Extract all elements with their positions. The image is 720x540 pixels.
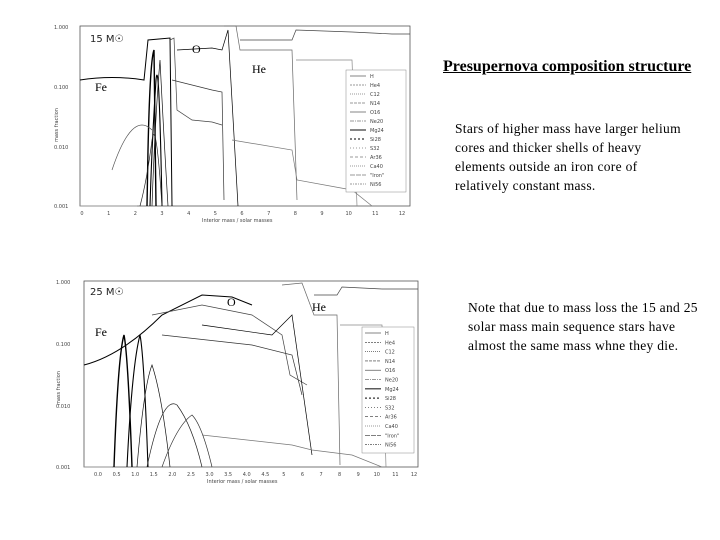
ytick-label: 0.100 <box>56 342 71 348</box>
curve-h <box>240 30 410 40</box>
legend-entry: S32 <box>370 146 380 152</box>
xtick-label: 5 <box>282 472 286 478</box>
xtick-label: 11 <box>372 211 379 217</box>
xtick-label: 7 <box>319 472 323 478</box>
legend-entry: Ne20 <box>370 119 384 125</box>
plot-25-ylabel: mass fraction <box>56 371 62 405</box>
plot-25-label-o: O <box>227 295 236 309</box>
xtick-label: 12 <box>398 211 406 217</box>
plot-15-svg <box>52 20 417 230</box>
paragraph-mass-loss: Note that due to mass loss the 15 and 25 solar mass main sequence stars have almost the same mass whne they die. <box>468 300 698 353</box>
curve-ar <box>147 404 202 467</box>
xtick-label: 6 <box>240 211 244 217</box>
plot-15-xlabel: Interior mass / solar masses <box>202 218 273 224</box>
ytick-label: 0.001 <box>54 204 69 210</box>
xtick-label: 3 <box>160 211 164 217</box>
curve-ca <box>112 125 152 170</box>
curve-ca <box>162 415 212 467</box>
legend-entry: Si28 <box>370 137 381 143</box>
legend-entry: N14 <box>385 358 396 365</box>
plot-15-ylabel: mass fraction <box>54 108 60 142</box>
xtick-label: 9 <box>356 472 360 478</box>
xtick-label: 10 <box>345 211 352 217</box>
xtick-label: 2.5 <box>186 472 195 478</box>
curve-o <box>80 38 172 206</box>
curve-fe <box>114 335 132 467</box>
plot-15-star-label: 15 M☉ <box>90 34 124 45</box>
xtick-label: 7 <box>267 211 271 217</box>
plot-15-label-he: He <box>252 62 266 76</box>
legend-entry: He4 <box>370 83 381 89</box>
composition-plot-25 <box>52 275 422 490</box>
ytick-label: 0.001 <box>56 465 71 471</box>
legend-entry: N14 <box>370 101 381 107</box>
legend-entry: C12 <box>385 349 395 356</box>
xtick-label: 5 <box>213 211 217 217</box>
legend-entry: S32 <box>385 405 395 412</box>
xtick-label: 0.0 <box>94 472 102 478</box>
legend-entry: He4 <box>385 340 396 347</box>
curve-ne <box>152 305 307 385</box>
plot-15-xticks <box>80 211 405 217</box>
legend-entry: O16 <box>385 368 396 375</box>
xtick-label: 0.5 <box>112 472 121 478</box>
curve-c <box>177 30 238 206</box>
paragraph-helium-cores: Stars of higher mass have larger helium cores and thicker shells of heavy elements outside an iron core of relatively constant mass. <box>455 121 681 193</box>
legend-entry: Mg24 <box>385 386 399 393</box>
xtick-label: 4 <box>187 211 191 217</box>
legend-entry: Mg24 <box>370 128 384 134</box>
ytick-label: 1.000 <box>56 280 71 286</box>
plot-25-label-fe: Fe <box>95 325 107 339</box>
curve-ni <box>202 435 382 467</box>
plot-25-xlabel: Interior mass / solar masses <box>207 479 278 485</box>
legend-entry: O16 <box>370 110 381 116</box>
curve-h <box>314 287 418 295</box>
ytick-label: 0.010 <box>56 404 71 410</box>
legend-entry: H <box>385 331 389 337</box>
ytick-label: 1.000 <box>54 25 69 31</box>
legend-entry: H <box>370 74 374 80</box>
legend-entry: Ni56 <box>370 182 382 188</box>
curve-si <box>127 335 148 467</box>
curve-fe <box>147 50 156 206</box>
xtick-label: 2 <box>133 211 137 217</box>
legend-entry: Ca40 <box>385 424 398 430</box>
curve-he <box>224 26 297 200</box>
plot-15-label-o: O <box>192 42 201 56</box>
xtick-label: 4.0 <box>242 472 251 478</box>
legend-entry: Ca40 <box>370 164 383 170</box>
xtick-label: 1 <box>107 211 111 217</box>
ytick-label: 0.100 <box>54 85 69 91</box>
xtick-label: 0 <box>80 211 84 217</box>
curve-mg <box>172 80 224 200</box>
xtick-label: 3.5 <box>224 472 233 478</box>
legend-entry: Ar36 <box>385 414 397 421</box>
legend-entry: "Iron" <box>385 433 400 440</box>
xtick-label: 2.0 <box>168 472 177 478</box>
plot-25-svg <box>52 275 422 490</box>
xtick-label: 11 <box>392 472 399 478</box>
curve-mg <box>162 335 302 395</box>
xtick-label: 9 <box>320 211 324 217</box>
legend-entry: Ni56 <box>385 442 397 449</box>
xtick-label: 8 <box>338 472 342 478</box>
curve-s <box>137 365 170 467</box>
legend-entry: C12 <box>370 92 380 98</box>
xtick-label: 6 <box>300 472 305 478</box>
xtick-label: 3.0 <box>205 472 214 478</box>
xtick-label: 4.5 <box>261 472 270 478</box>
xtick-label: 8 <box>293 211 297 217</box>
plot-15-label-fe: Fe <box>95 80 107 94</box>
legend-entry: "Iron" <box>370 173 385 179</box>
curve-he <box>282 283 340 465</box>
curve-c <box>202 315 312 455</box>
xtick-label: 10 <box>373 472 381 478</box>
slide-title: Presupernova composition structure <box>443 58 692 75</box>
xtick-label: 1.0 <box>131 472 140 478</box>
xtick-label: 12 <box>410 472 418 478</box>
ytick-label: 0.010 <box>54 145 69 151</box>
plot-25-star-label: 25 M☉ <box>90 287 124 298</box>
legend-entry: Ar36 <box>370 155 382 161</box>
plot-25-label-he: He <box>312 300 326 314</box>
composition-plot-15 <box>52 20 417 230</box>
xtick-label: 1.5 <box>149 472 158 478</box>
legend-entry: Si28 <box>385 396 396 403</box>
plot-25-xticks <box>94 472 417 478</box>
legend-entry: Ne20 <box>385 377 399 384</box>
